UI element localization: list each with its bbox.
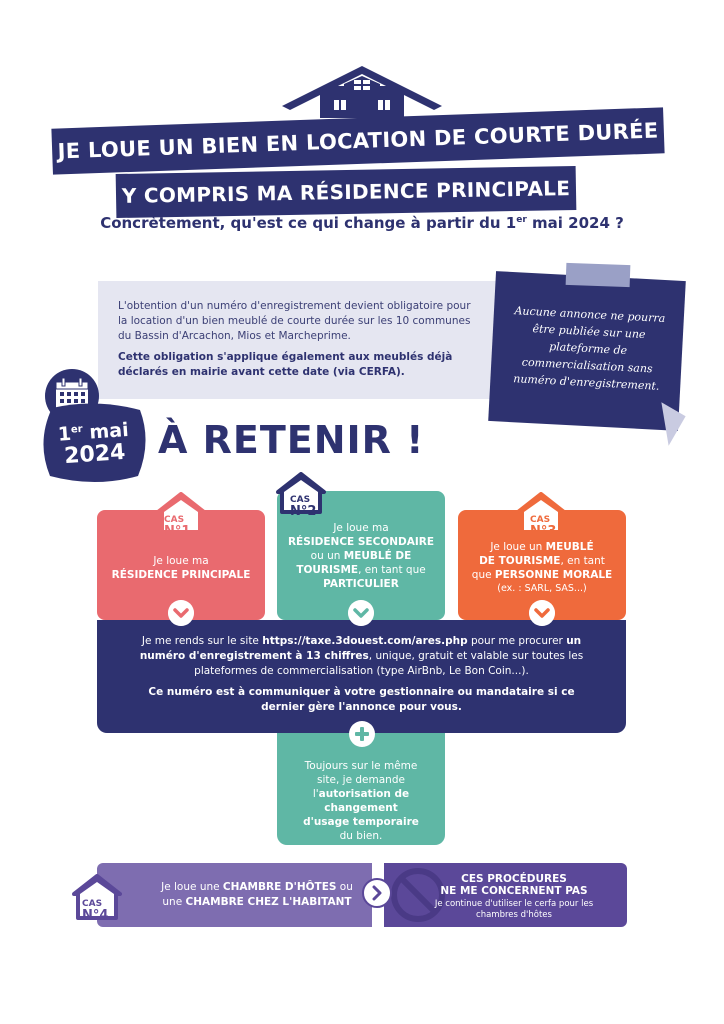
plus-info-b: autorisation de changement d'usage temporaire <box>303 788 419 828</box>
main-info-p1-d: , unique, gratuit et valable sur toutes les plateformes de commercialisation (type AirBnb, Le Bon Coin...). <box>194 650 584 677</box>
case-4-text <box>157 880 357 910</box>
house-logo-icon <box>282 62 442 118</box>
case-1-badge-cas: CAS <box>164 515 185 525</box>
case-1-line-2: RÉSIDENCE PRINCIPALE <box>111 569 251 581</box>
case-1-line-1: Je loue ma <box>153 555 209 567</box>
intro-paragraph-1: L'obtention d'un numéro d'enregistrement devient obligatoire pour la location d'un bien meublé de courte durée sur les 10 communes du Bassin d'Arcachon, Mios et Marcheprime. <box>118 300 471 342</box>
case-1-badge-no: N°1 <box>164 524 191 539</box>
case-2-line-4b: , en tant que <box>358 564 426 576</box>
case-2-line-1: Je loue ma <box>333 522 389 534</box>
sticky-note-text: Aucune annonce ne pourra être publiée sur une plateforme de commercialisation sans numéro d'enregistrement. <box>512 304 666 393</box>
date-badge <box>42 415 145 471</box>
sticky-note <box>488 271 686 431</box>
date-month: mai <box>82 418 130 445</box>
case-4-text-c: ou <box>336 881 353 893</box>
case-3-badge-no: N°3 <box>530 524 557 539</box>
not-concerned-box <box>384 863 627 927</box>
chevron-down-icon <box>168 600 194 626</box>
subtitle <box>60 214 664 232</box>
case-4-text-e: CHAMBRE CHEZ L'HABITANT <box>185 896 352 908</box>
main-info-p1-b: pour me procurer <box>467 635 567 647</box>
date-day-sup: er <box>70 423 84 436</box>
date-year: 2024 <box>63 440 127 470</box>
main-info-paragraph-2: Ce numéro est à communiquer à votre gestionnaire ou mandataire si ce dernier gère l'annonce pour vous. <box>148 686 575 713</box>
subtitle-text: Concrètement, qu'est ce qui change à partir du 1 <box>100 214 517 232</box>
case-3-badge-cas: CAS <box>530 515 551 525</box>
case-4-badge-no: N°4 <box>82 908 109 923</box>
intro-box <box>98 281 516 399</box>
plus-icon <box>349 721 375 747</box>
case-2-badge <box>290 492 316 517</box>
plus-info-text <box>301 759 421 843</box>
case-3-line-1a: Je loue un <box>490 541 546 553</box>
case-4-badge <box>82 896 108 921</box>
chevron-down-icon <box>529 600 555 626</box>
tape-decoration <box>566 263 631 287</box>
retenir-heading: À RETENIR ! <box>158 418 425 462</box>
main-info-box <box>97 620 626 733</box>
case-4-text-a: Je loue une <box>161 881 223 893</box>
case-3-line-2b: , en tant <box>560 555 605 567</box>
case-3-line-3a: que <box>471 569 495 581</box>
plus-info-box <box>277 733 445 845</box>
intro-paragraph-2: Cette obligation s'applique également aux meublés déjà déclarés en mairie avant cette date (via CERFA). <box>118 351 453 378</box>
plus-info-c: du bien. <box>339 830 383 842</box>
case-2-line-5: PARTICULIER <box>323 578 399 590</box>
case-4-badge-cas: CAS <box>82 899 103 909</box>
case-3-badge <box>530 512 556 537</box>
registration-url-link[interactable]: https://taxe.3douest.com/ares.php <box>262 635 468 647</box>
case-4-text-d: une <box>162 896 186 908</box>
subtitle-sup: er <box>516 215 527 225</box>
title-banner-2: Y COMPRIS MA RÉSIDENCE PRINCIPALE <box>116 166 577 218</box>
chevron-down-icon <box>348 600 374 626</box>
not-concerned-text: Je continue d'utiliser le cerfa pour les chambres d'hôtes <box>434 899 594 920</box>
case-2-line-3a: ou un <box>310 550 344 562</box>
plus-info-a: Toujours sur le même site, je demande l' <box>304 760 418 800</box>
case-4-box <box>97 863 372 927</box>
main-info-p1-a: Je me rends sur le site <box>141 635 263 647</box>
not-concerned-title-2: NE ME CONCERNENT PAS <box>440 885 588 897</box>
date-day: 1 <box>57 422 72 446</box>
subtitle-text-end: mai 2024 ? <box>526 214 624 232</box>
chevron-right-icon <box>362 878 392 908</box>
case-2-line-3b: MEUBLÉ DE <box>343 550 412 562</box>
not-concerned-title-1: CES PROCÉDURES <box>461 873 567 885</box>
case-1-badge <box>164 512 190 537</box>
case-2-line-2: RÉSIDENCE SECONDAIRE <box>287 536 435 548</box>
case-3-line-1b: MEUBLÉ <box>545 541 594 553</box>
main-info-paragraph-1 <box>125 634 598 679</box>
case-2-line-4a: TOURISME <box>296 564 359 576</box>
main-info-p1-c: un numéro d'enregistrement à 13 chiffres <box>139 635 582 662</box>
case-3-line-2a: DE TOURISME <box>479 555 561 567</box>
case-3-line-4: (ex. : SARL, SAS...) <box>497 583 587 594</box>
case-2-badge-no: N°2 <box>290 504 317 519</box>
title-banner-1: JE LOUE UN BIEN EN LOCATION DE COURTE DURÉE <box>51 107 664 174</box>
case-2-badge-cas: CAS <box>290 495 311 505</box>
case-3-line-3b: PERSONNE MORALE <box>494 569 613 581</box>
case-4-text-b: CHAMBRE D'HÔTES <box>222 881 337 893</box>
